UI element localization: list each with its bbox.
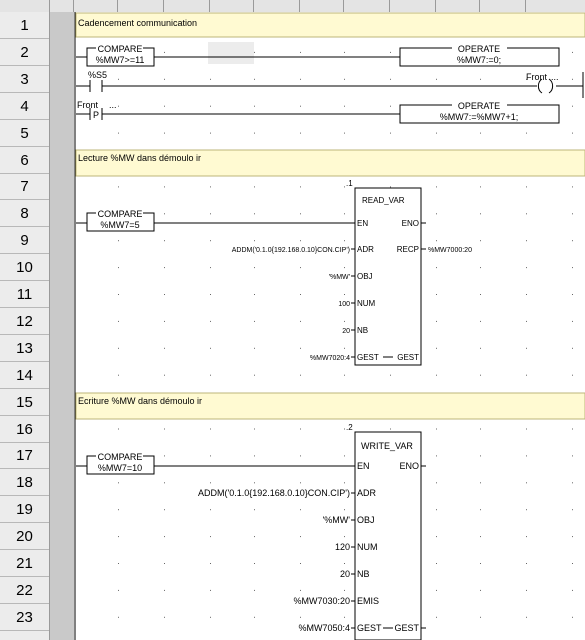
contact-label-front: Front <box>77 100 99 110</box>
row-divider <box>0 199 49 200</box>
row-divider <box>0 468 49 469</box>
row-number[interactable]: 19 <box>16 501 33 519</box>
svg-text:READ_VAR: READ_VAR <box>362 196 405 205</box>
row-divider <box>0 388 49 389</box>
row-number[interactable]: 11 <box>16 286 33 303</box>
row-number-column <box>0 12 50 640</box>
pin-obj: OBJ <box>357 272 373 281</box>
param-value: %MW7050:4 <box>298 623 350 633</box>
row-number[interactable]: 17 <box>16 447 33 465</box>
svg-text:COMPARE: COMPARE <box>97 44 143 54</box>
row-divider <box>0 522 49 523</box>
row-divider <box>0 280 49 281</box>
pin-adr: ADR <box>357 488 377 498</box>
pin-num: NUM <box>357 542 378 552</box>
row-divider <box>0 146 49 147</box>
row-number[interactable]: 9 <box>20 232 29 250</box>
header-col[interactable] <box>480 0 526 12</box>
header-col[interactable] <box>118 0 164 12</box>
pin-gest: GEST <box>357 623 382 633</box>
section-title: Lecture %MW dans démoulo ir <box>78 153 202 163</box>
row-number[interactable]: 2 <box>20 43 29 61</box>
row-divider <box>0 173 49 174</box>
row-number[interactable]: 18 <box>16 474 33 492</box>
ellipsis: ... <box>109 100 117 110</box>
pin-nb: NB <box>357 326 369 335</box>
header-corner <box>0 0 50 12</box>
param-value: 20 <box>339 569 350 579</box>
pin-gest: GEST <box>357 353 379 362</box>
svg-text:.2: .2 <box>346 423 353 432</box>
svg-text:OPERATE: OPERATE <box>457 101 501 111</box>
header-col[interactable] <box>210 0 254 12</box>
coil-label: Front <box>526 72 548 82</box>
row-divider <box>0 92 49 93</box>
row-number[interactable]: 15 <box>16 393 33 411</box>
pin-gest: GEST <box>394 623 419 633</box>
section-title: Ecriture %MW dans démoulo ir <box>78 396 203 406</box>
row-number[interactable]: 22 <box>16 581 33 599</box>
pin-en: EN <box>357 219 369 228</box>
header-col[interactable] <box>74 0 118 12</box>
pin-adr: ADR <box>357 245 374 254</box>
header-col[interactable] <box>344 0 390 12</box>
row-number[interactable]: 10 <box>16 259 33 277</box>
row-number[interactable]: 1 <box>20 17 29 34</box>
ladder-diagram[interactable] <box>74 12 585 640</box>
row-divider <box>0 630 49 631</box>
row-number[interactable]: 7 <box>20 178 29 196</box>
param-value: %MW7030:20 <box>293 596 350 606</box>
left-gutter <box>50 12 74 640</box>
row-number[interactable]: 14 <box>16 366 33 384</box>
svg-text:P: P <box>92 110 100 120</box>
row-divider <box>0 334 49 335</box>
pin-eno: ENO <box>399 461 419 471</box>
ellipsis: ... <box>551 72 559 82</box>
pin-obj: OBJ <box>357 515 375 525</box>
selection-highlight <box>208 42 254 64</box>
row-divider <box>0 576 49 577</box>
svg-text:COMPARE: COMPARE <box>97 209 143 219</box>
svg-text:WRITE_VAR: WRITE_VAR <box>361 441 413 451</box>
pin-recp: RECP <box>396 245 419 254</box>
row-divider <box>0 38 49 39</box>
contact-label-s5: %S5 <box>88 70 108 80</box>
pin-emis: EMIS <box>357 596 380 606</box>
row-number[interactable]: 5 <box>20 124 29 142</box>
param-value: 100 <box>338 301 350 308</box>
header-col[interactable] <box>390 0 436 12</box>
row-number[interactable]: 20 <box>16 528 33 546</box>
param-value: '%MW' <box>328 274 350 281</box>
row-divider <box>0 603 49 604</box>
svg-text:%MW7=10: %MW7=10 <box>97 463 143 473</box>
header-col[interactable] <box>164 0 210 12</box>
header-col[interactable] <box>436 0 480 12</box>
row-divider <box>0 549 49 550</box>
param-value: 120 <box>334 542 350 552</box>
row-divider <box>0 226 49 227</box>
row-divider <box>0 253 49 254</box>
row-divider <box>0 442 49 443</box>
svg-text:.1: .1 <box>346 179 353 188</box>
row-divider <box>0 119 49 120</box>
param-value: ADDM('0.1.0{192.168.0.10}CON.CIP') <box>231 247 350 254</box>
svg-text:%MW7:=0;: %MW7:=0; <box>456 55 502 65</box>
pin-num: NUM <box>357 299 376 308</box>
param-value: %MW7020:4 <box>309 355 350 362</box>
row-number[interactable]: 8 <box>20 205 29 223</box>
row-divider <box>0 65 49 66</box>
row-number[interactable]: 16 <box>16 420 33 438</box>
svg-text:%MW7>=11: %MW7>=11 <box>95 55 145 65</box>
row-number[interactable]: 12 <box>16 312 33 330</box>
param-value: '%MW' <box>322 515 350 525</box>
svg-text:COMPARE: COMPARE <box>97 452 143 462</box>
header-col[interactable] <box>300 0 344 12</box>
row-number[interactable]: 13 <box>16 339 33 357</box>
svg-text:%MW7:=%MW7+1;: %MW7:=%MW7+1; <box>439 112 519 122</box>
param-value: ADDM('0.1.0{192.168.0.10}CON.CIP') <box>197 488 350 498</box>
row-divider <box>0 415 49 416</box>
param-value: 20 <box>342 328 350 335</box>
row-number[interactable]: 4 <box>20 97 29 115</box>
pin-nb: NB <box>357 569 370 579</box>
row-number[interactable]: 23 <box>16 608 33 626</box>
header-gutter <box>50 0 74 12</box>
row-divider <box>0 307 49 308</box>
header-col[interactable] <box>526 0 585 12</box>
row-number[interactable]: 6 <box>20 151 29 169</box>
svg-text:%MW7=5: %MW7=5 <box>100 220 140 230</box>
row-divider <box>0 361 49 362</box>
pin-en: EN <box>357 461 370 471</box>
pin-gest: GEST <box>397 353 419 362</box>
pin-eno: ENO <box>401 219 419 228</box>
recp-value: %MW7000:20 <box>428 247 472 254</box>
header-col[interactable] <box>254 0 300 12</box>
section-title: Cadencement communication <box>78 18 198 28</box>
svg-text:OPERATE: OPERATE <box>457 44 501 54</box>
row-divider <box>0 495 49 496</box>
row-number[interactable]: 3 <box>20 70 29 88</box>
row-number[interactable]: 21 <box>16 555 33 572</box>
